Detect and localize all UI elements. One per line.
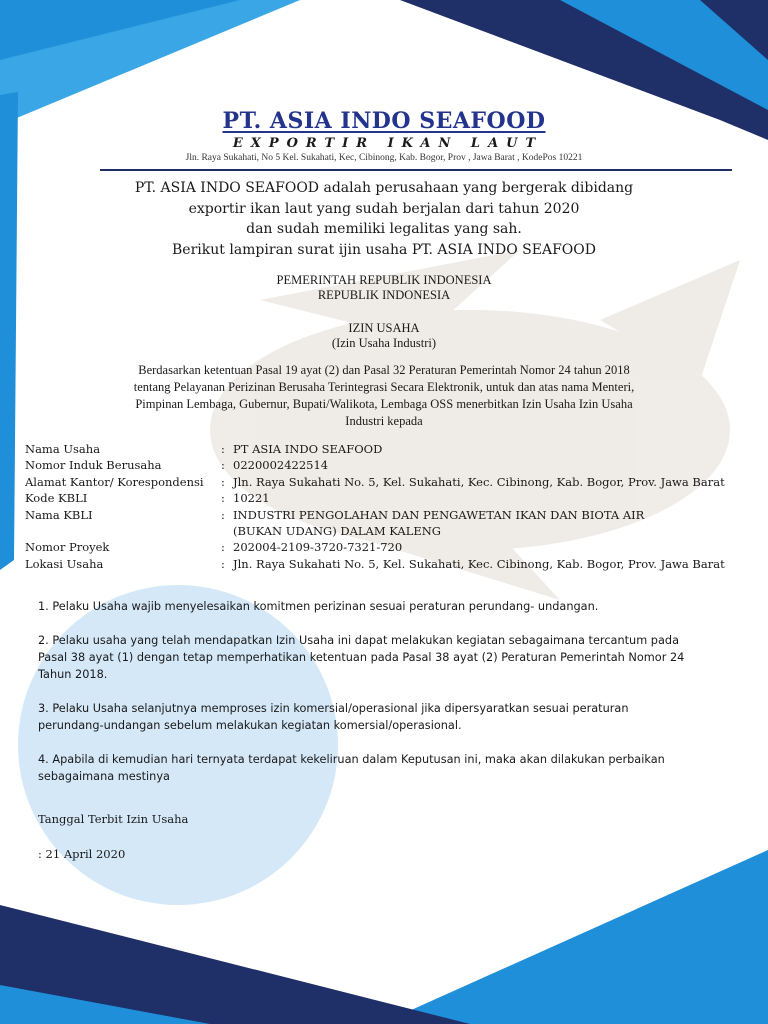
- field-colon: :: [221, 507, 225, 522]
- field-row: [25, 490, 745, 506]
- field-row-continuation: [25, 523, 745, 539]
- provision-line: 2. Pelaku usaha yang telah mendapatkan Izin Usaha ini dapat melakukan kegiatan sebagaimana tercantum pada: [38, 634, 679, 647]
- field-value: 0220002422514: [233, 458, 329, 473]
- field-row: [25, 507, 745, 523]
- intro-line: PT. ASIA INDO SEAFOOD adalah perusahaan yang bergerak dibidang: [134, 180, 634, 196]
- field-colon: :: [221, 491, 225, 506]
- provision-item: [38, 632, 738, 683]
- letterhead-divider: [100, 169, 732, 171]
- basis-line: Industri kepada: [345, 414, 423, 428]
- field-label: Lokasi Usaha: [25, 556, 104, 571]
- field-value: INDUSTRI PENGOLAHAN DAN PENGAWETAN IKAN DAN BIOTA AIR: [233, 507, 645, 522]
- provisions-list: [38, 598, 738, 802]
- field-colon: :: [221, 540, 225, 555]
- intro-paragraph: [60, 178, 708, 260]
- field-label: Kode KBLI: [25, 491, 88, 506]
- field-colon: :: [221, 442, 225, 456]
- field-value: Jln. Raya Sukahati No. 5, Kel. Sukahati, Kec. Cibinong, Kab. Bogor, Prov. Jawa Barat: [233, 556, 725, 571]
- field-label: Nama KBLI: [25, 507, 93, 522]
- permit-heading: [0, 321, 768, 351]
- field-colon: :: [221, 556, 225, 571]
- company-name: PT. ASIA INDO SEAFOOD: [222, 108, 546, 134]
- field-row: [25, 441, 745, 457]
- issue-date-value: : 21 April 2020: [38, 847, 126, 861]
- field-value: 202004-2109-3720-7321-720: [233, 540, 403, 555]
- provision-item: [38, 598, 738, 615]
- government-line: PEMERINTAH REPUBLIK INDONESIA: [276, 273, 492, 287]
- field-row: [25, 539, 745, 555]
- provision-line: Tahun 2018.: [38, 668, 108, 681]
- government-line: REPUBLIK INDONESIA: [317, 288, 451, 302]
- provision-line: sebagaimana mestinya: [38, 770, 170, 783]
- provision-line: Pasal 38 ayat (1) dengan tetap memperhatikan ketentuan pada Pasal 38 ayat (2) Peraturan Pemerintah Nomor 24: [38, 651, 685, 664]
- basis-line: Berdasarkan ketentuan Pasal 19 ayat (2) dan Pasal 32 Peraturan Pemerintah Nomor 24 tahun 2018: [138, 363, 630, 377]
- provision-line: perundang-undangan sebelum melakukan kegiatan komersial/operasional.: [38, 719, 462, 732]
- field-value: Jln. Raya Sukahati No. 5, Kel. Sukahati, Kec. Cibinong, Kab. Bogor, Prov. Jawa Barat: [233, 474, 725, 489]
- permit-subtitle: (Izin Usaha Industri): [331, 336, 437, 350]
- field-colon: :: [221, 474, 225, 489]
- provision-line: 4. Apabila di kemudian hari ternyata terdapat kekeliruan dalam Keputusan ini, maka akan dilakukan perbaikan: [38, 753, 665, 766]
- field-colon: :: [221, 458, 225, 473]
- field-row: [25, 474, 745, 490]
- intro-line: Berikut lampiran surat ijin usaha PT. ASIA INDO SEAFOOD: [172, 241, 596, 258]
- field-colon-empty: [221, 523, 233, 539]
- basis-line: Pimpinan Lembaga, Gubernur, Bupati/Walikota, Lembaga OSS menerbitkan Izin Usaha Izin Usaha: [135, 397, 633, 411]
- field-label: Nama Usaha: [25, 442, 101, 456]
- provision-line: 3. Pelaku Usaha selanjutnya memproses izin komersial/operasional jika dipersyaratkan sesuai peraturan: [38, 702, 629, 715]
- field-label-empty: [25, 523, 221, 539]
- intro-line: dan sudah memiliki legalitas yang sah.: [246, 221, 522, 237]
- government-heading: [0, 273, 768, 303]
- field-value: PT ASIA INDO SEAFOOD: [233, 442, 383, 456]
- field-value: 10221: [233, 491, 270, 506]
- field-label: Nomor Proyek: [25, 540, 110, 555]
- company-tagline: EXPORTIR IKAN LAUT: [232, 136, 544, 151]
- field-label: Alamat Kantor/ Korespondensi: [25, 474, 204, 489]
- provision-line: 1. Pelaku Usaha wajib menyelesaikan komitmen perizinan sesuai peraturan perundang- undangan.: [38, 600, 599, 613]
- basis-line: tentang Pelayanan Perizinan Berusaha Terintegrasi Secara Elektronik, untuk dan atas nama Menteri,: [133, 380, 635, 394]
- legal-basis-paragraph: [60, 362, 708, 430]
- provision-item: [38, 751, 738, 785]
- company-address: Jln. Raya Sukahati, No 5 Kel. Sukahati, Kec, Cibinong, Kab. Bogor, Prov , Jawa Barat , KodePos 10221: [185, 153, 583, 163]
- business-details: [25, 441, 745, 572]
- field-label: Nomor Induk Berusaha: [25, 458, 162, 473]
- field-row: [25, 457, 745, 473]
- provision-item: [38, 700, 738, 734]
- issue-date-label: Tanggal Terbit Izin Usaha: [38, 812, 189, 826]
- field-value: (BUKAN UDANG) DALAM KALENG: [233, 524, 441, 539]
- intro-line: exportir ikan laut yang sudah berjalan dari tahun 2020: [188, 200, 580, 217]
- field-row: [25, 556, 745, 572]
- permit-title: IZIN USAHA: [348, 321, 420, 335]
